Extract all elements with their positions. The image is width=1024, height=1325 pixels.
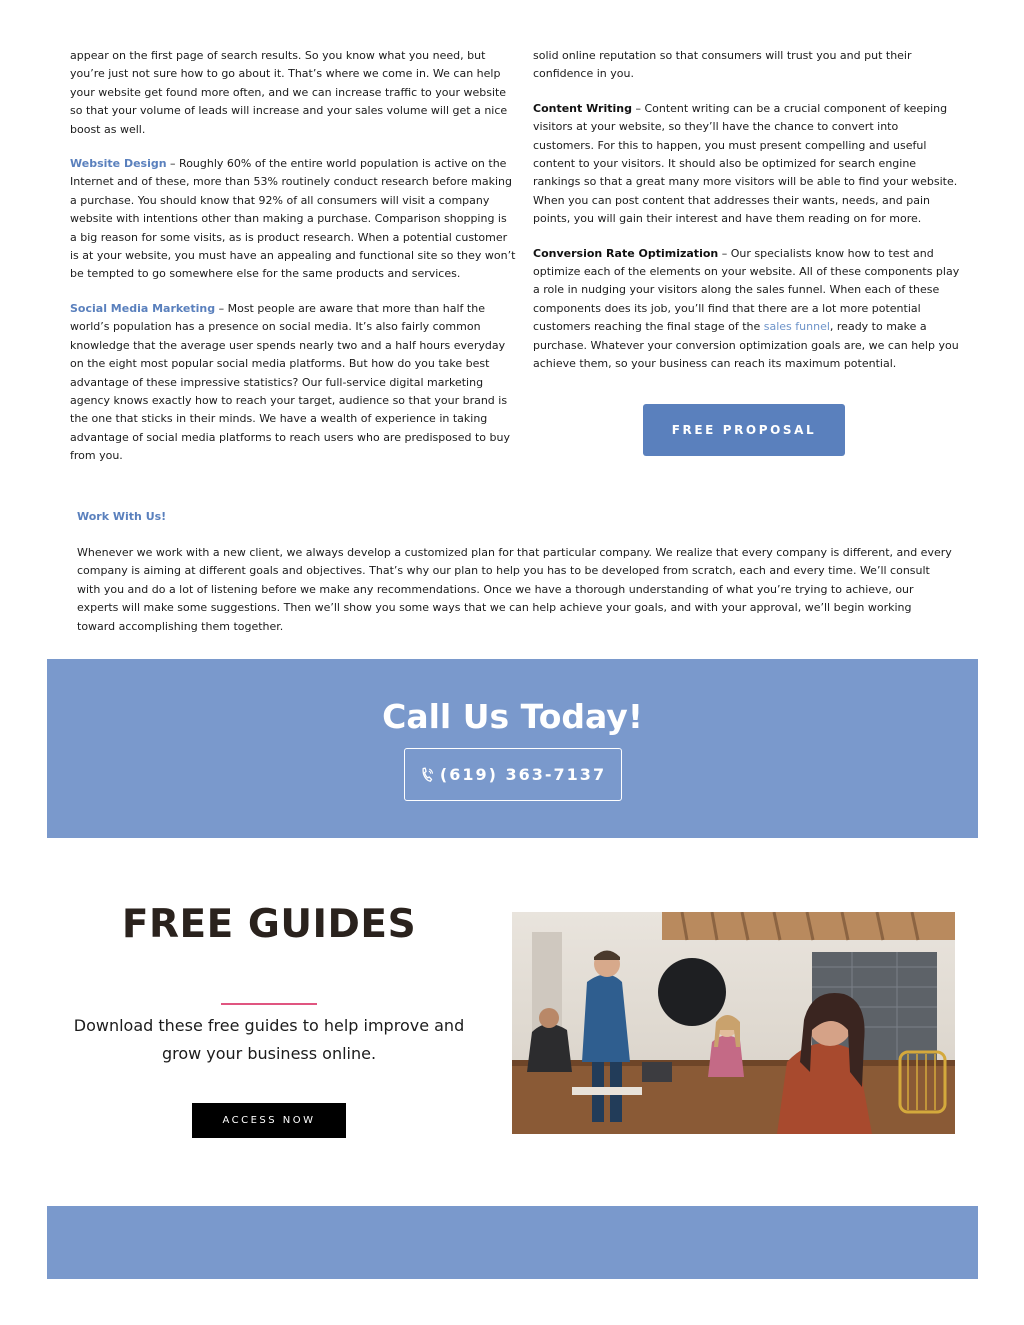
phone-button[interactable]: [404, 748, 622, 801]
work-with-us-heading: Work With Us!: [77, 510, 167, 523]
phone-number: (619) 363-7137: [439, 765, 607, 784]
phone-icon: [420, 767, 434, 783]
guides-divider: [221, 1003, 317, 1005]
social-media-link[interactable]: Social Media Marketing: [70, 301, 216, 315]
cro-text-before: – Our specialists know how to test and optimize each of the elements on your website. All of these components play a role in nudging your visitors along the sales funnel. When each of these components does its job, you’ll find that there are a lot more potential customers reaching the final stage of the: [533, 246, 960, 334]
website-design-paragraph: [70, 155, 516, 284]
cro-text-after: , ready to make a purchase. Whatever your conversion optimization goals are, we can help you achieve them, so your business can reach its maximum potential.: [533, 320, 959, 371]
website-design-text: – Roughly 60% of the entire world population is active on the Internet and of these, more than 53% routinely conduct research before making a purchase. You should know that 92% of all consumers will visit a company website with intentions other than making a purchase. Comparison shopping is a big reason for some visits, as is product research. When a potential customer is at your website, you must have an appealing and functional site so they won’t be tempted to go somewhere else for the same products and services.: [70, 157, 516, 281]
content-writing-text: – Content writing can be a crucial component of keeping visitors at your website, so they’ll have the chance to convert into customers. For this to happen, you must present compelling and useful content to your visitors. It should also be optimized for search engine rankings so that a great many more visitors will be able to find your website. When you can post content that addresses their wants, needs, and pain points, you will gain their interest and have them reading on for more.: [533, 101, 958, 226]
footer-banner: [47, 1206, 978, 1279]
content-writing-paragraph: [533, 100, 961, 229]
intro-paragraph: appear on the first page of search results. So you know what you need, but you’re just not sure how to go about it. That’s where we come in. We can help your website get found more often, and we can increase traffic to your website so that your volume of leads will increase and your sales volume will get a nice boost as well.: [70, 49, 508, 136]
content-writing-label: Content Writing: [533, 101, 632, 115]
cro-paragraph: [533, 245, 961, 374]
reputation-paragraph: solid online reputation so that consumers will trust you and put their confidence in you.: [533, 49, 912, 81]
right-column: [533, 47, 961, 374]
free-proposal-button[interactable]: FREE PROPOSAL: [643, 404, 845, 456]
office-team-photo: [512, 912, 955, 1134]
social-media-paragraph: [70, 300, 516, 466]
social-media-text: – Most people are aware that more than half the world’s population has a presence on social media. It’s also fairly common knowledge that the average user spends nearly two and a half hours everyday on the eight most popular social media platforms. But how do you take best advantage of these impressive statistics? Our full-service digital marketing agency knows exactly how to reach your target, audience so that your brand is the one that sticks in their minds. We have a wealth of experience in taking advantage of social media platforms to reach users who are predisposed to buy from you.: [70, 301, 510, 463]
free-guides-heading: FREE GUIDES: [121, 902, 417, 947]
guides-description: Download these free guides to help improve and grow your business online.: [73, 1016, 465, 1063]
call-us-banner: [47, 659, 978, 838]
cro-label: Conversion Rate Optimization: [533, 246, 719, 260]
sales-funnel-link[interactable]: sales funnel: [763, 320, 830, 334]
work-with-us-paragraph: Whenever we work with a new client, we always develop a customized plan for that particular company. We realize that every company is different, and every company is aiming at different goals and objectives. That’s why our plan to help you has to be developed from scratch, each and every time. We’ll consult with you and do a lot of listening before we make any recommendations. Once we have a thorough understanding of what you’re trying to achieve, our experts will make some suggestions. Then we’ll show you some ways that we can help achieve your goals, and with your approval, we’ll begin working toward accomplishing them together.: [77, 546, 952, 633]
left-column: [70, 47, 516, 466]
website-design-link[interactable]: Website Design: [70, 157, 167, 171]
call-us-heading: Call Us Today!: [382, 697, 643, 736]
access-now-button[interactable]: ACCESS NOW: [192, 1103, 346, 1138]
